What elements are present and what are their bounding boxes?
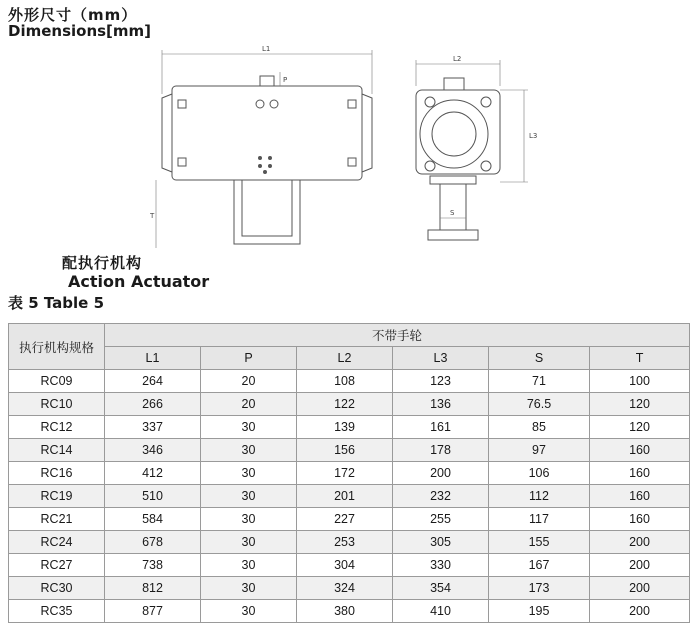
cell-l1: 412 <box>105 462 201 485</box>
column-header-p: P <box>201 347 297 370</box>
cell-l1: 510 <box>105 485 201 508</box>
cell-l1: 264 <box>105 370 201 393</box>
table-row <box>9 485 690 508</box>
cell-s: 106 <box>489 462 590 485</box>
column-header-t: T <box>590 347 690 370</box>
left-end-cap <box>162 94 172 172</box>
cell-p: 20 <box>201 370 297 393</box>
cell-t: 200 <box>590 554 690 577</box>
cell-t: 200 <box>590 531 690 554</box>
column-header-l2: L2 <box>297 347 393 370</box>
cell-t: 160 <box>590 439 690 462</box>
cell-l3: 410 <box>393 600 489 623</box>
top-shaft <box>260 76 274 86</box>
cell-model: RC27 <box>9 554 105 577</box>
model-column-header: 执行机构规格 <box>9 324 105 370</box>
table-row <box>9 416 690 439</box>
table-row <box>9 508 690 531</box>
action-actuator-label-en: Action Actuator <box>68 272 210 291</box>
table-title: 表 5 Table 5 <box>8 294 105 312</box>
cell-l1: 738 <box>105 554 201 577</box>
cell-p: 30 <box>201 531 297 554</box>
cell-l3: 255 <box>393 508 489 531</box>
dimensions-table <box>8 323 690 623</box>
table-row <box>9 393 690 416</box>
cell-t: 200 <box>590 600 690 623</box>
cell-l1: 812 <box>105 577 201 600</box>
cell-t: 160 <box>590 508 690 531</box>
cell-model: RC35 <box>9 600 105 623</box>
cell-s: 195 <box>489 600 590 623</box>
cell-p: 30 <box>201 485 297 508</box>
cell-l2: 139 <box>297 416 393 439</box>
cell-l2: 227 <box>297 508 393 531</box>
cell-l1: 266 <box>105 393 201 416</box>
cell-l2: 253 <box>297 531 393 554</box>
dim-label-p: P <box>283 76 288 84</box>
dim-label-l2: L2 <box>453 55 462 63</box>
cell-l3: 136 <box>393 393 489 416</box>
column-header-l3: L3 <box>393 347 489 370</box>
cell-l2: 156 <box>297 439 393 462</box>
cell-model: RC12 <box>9 416 105 439</box>
cell-l1: 877 <box>105 600 201 623</box>
cell-s: 76.5 <box>489 393 590 416</box>
cell-l2: 108 <box>297 370 393 393</box>
cell-l3: 330 <box>393 554 489 577</box>
table-row <box>9 439 690 462</box>
cell-s: 117 <box>489 508 590 531</box>
cell-t: 120 <box>590 416 690 439</box>
action-actuator-label-cn: 配执行机构 <box>62 254 143 272</box>
cell-l3: 178 <box>393 439 489 462</box>
cell-s: 97 <box>489 439 590 462</box>
cell-l2: 304 <box>297 554 393 577</box>
cell-model: RC10 <box>9 393 105 416</box>
actuator-body <box>172 86 362 180</box>
cell-t: 100 <box>590 370 690 393</box>
cell-s: 112 <box>489 485 590 508</box>
cell-p: 30 <box>201 554 297 577</box>
cell-t: 200 <box>590 577 690 600</box>
dimensions-title-en: Dimensions[mm] <box>8 22 152 40</box>
table-body <box>9 370 690 623</box>
cell-model: RC21 <box>9 508 105 531</box>
cell-l3: 305 <box>393 531 489 554</box>
cell-p: 30 <box>201 600 297 623</box>
cell-s: 155 <box>489 531 590 554</box>
cell-t: 160 <box>590 462 690 485</box>
cell-l1: 584 <box>105 508 201 531</box>
cell-p: 30 <box>201 462 297 485</box>
cell-s: 167 <box>489 554 590 577</box>
side-view-bore <box>432 112 476 156</box>
dimensions-title-cn: 外形尺寸（mm） <box>8 6 138 24</box>
cell-p: 30 <box>201 439 297 462</box>
cell-l2: 172 <box>297 462 393 485</box>
column-header-s: S <box>489 347 590 370</box>
table-row <box>9 531 690 554</box>
cell-l1: 337 <box>105 416 201 439</box>
cell-l2: 201 <box>297 485 393 508</box>
cell-l3: 123 <box>393 370 489 393</box>
cell-l3: 354 <box>393 577 489 600</box>
cell-p: 30 <box>201 508 297 531</box>
dim-label-t: T <box>150 212 155 220</box>
cell-l2: 122 <box>297 393 393 416</box>
cell-model: RC14 <box>9 439 105 462</box>
cell-model: RC24 <box>9 531 105 554</box>
mounting-bracket <box>234 180 300 244</box>
cell-l2: 380 <box>297 600 393 623</box>
side-view-flange <box>428 230 478 240</box>
cell-l1: 678 <box>105 531 201 554</box>
cell-s: 71 <box>489 370 590 393</box>
cell-s: 173 <box>489 577 590 600</box>
table-row <box>9 370 690 393</box>
table-row <box>9 577 690 600</box>
right-end-cap <box>362 94 372 172</box>
dim-label-s: S <box>450 209 455 217</box>
cell-t: 120 <box>590 393 690 416</box>
cell-p: 30 <box>201 416 297 439</box>
cell-t: 160 <box>590 485 690 508</box>
cell-l3: 200 <box>393 462 489 485</box>
table-row <box>9 554 690 577</box>
dim-label-l3: L3 <box>529 132 538 140</box>
cell-p: 30 <box>201 577 297 600</box>
column-header-l1: L1 <box>105 347 201 370</box>
side-view-shaft <box>444 78 464 90</box>
cell-l2: 324 <box>297 577 393 600</box>
cell-model: RC16 <box>9 462 105 485</box>
cell-l1: 346 <box>105 439 201 462</box>
table-row <box>9 462 690 485</box>
cell-s: 85 <box>489 416 590 439</box>
cell-model: RC19 <box>9 485 105 508</box>
cell-model: RC30 <box>9 577 105 600</box>
actuator-dimension-drawing <box>150 42 550 257</box>
cell-p: 20 <box>201 393 297 416</box>
cell-model: RC09 <box>9 370 105 393</box>
table-row <box>9 600 690 623</box>
dim-label-l1: L1 <box>262 45 271 53</box>
cell-l3: 161 <box>393 416 489 439</box>
group-header: 不带手轮 <box>105 324 690 347</box>
cell-l3: 232 <box>393 485 489 508</box>
